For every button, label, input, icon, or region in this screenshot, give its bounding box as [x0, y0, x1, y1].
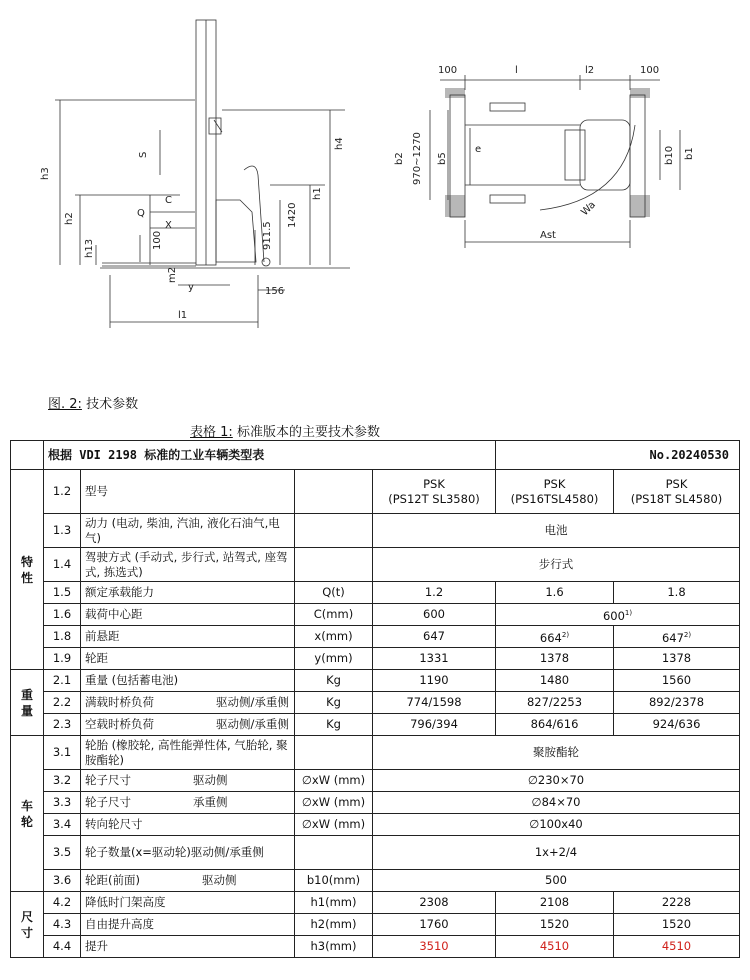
row-unit — [295, 736, 373, 770]
row-value: 1.8 — [614, 582, 740, 604]
row-value: 600 — [373, 604, 496, 626]
row-value: 892/2378 — [614, 692, 740, 714]
row-value: 2228 — [614, 892, 740, 914]
category-wheels: 车轮 — [11, 736, 44, 892]
row-value: ∅84×70 — [373, 792, 740, 814]
row-value: 864/616 — [496, 714, 614, 736]
row-value-highlight: 3510 — [373, 936, 496, 958]
row-unit: Kg — [295, 670, 373, 692]
table-row — [11, 548, 740, 582]
header-number: No.20240530 — [496, 441, 740, 470]
dim-C: C — [165, 195, 172, 206]
table-row — [11, 692, 740, 714]
table-row — [11, 792, 740, 814]
table-row — [11, 604, 740, 626]
dim-Wa: Wa — [579, 199, 599, 219]
row-number: 2.2 — [44, 692, 81, 714]
dim-e: e — [475, 144, 482, 155]
row-label: 转向轮尺寸 — [81, 814, 295, 836]
dim-1420: 1420 — [287, 202, 298, 228]
row-value: 1760 — [373, 914, 496, 936]
figure-caption-text: 技术参数 — [86, 397, 139, 412]
row-value: 1378 — [614, 648, 740, 670]
row-unit — [295, 470, 373, 514]
row-value: 聚胺酯轮 — [373, 736, 740, 770]
table-caption-text: 标准版本的主要技术参数 — [236, 425, 380, 440]
table-caption — [190, 421, 380, 440]
row-number: 1.2 — [44, 470, 81, 514]
dim-h4: h4 — [334, 137, 345, 150]
row-unit: h2(mm) — [295, 914, 373, 936]
dim-b5: b5 — [437, 152, 448, 165]
row-value: 1331 — [373, 648, 496, 670]
row-label: 轮距(前面) 驱动侧 — [81, 870, 295, 892]
category-features: 特性 — [11, 470, 44, 670]
row-value: 647$^{2)}$ — [614, 626, 740, 648]
row-number: 3.4 — [44, 814, 81, 836]
dim-Q: Q — [137, 208, 145, 219]
row-label: 型号 — [81, 470, 295, 514]
table-row — [11, 870, 740, 892]
row-unit: h1(mm) — [295, 892, 373, 914]
dim-h2: h2 — [64, 212, 75, 225]
row-unit: b10(mm) — [295, 870, 373, 892]
row-number: 1.9 — [44, 648, 81, 670]
dim-b2: b2 — [394, 152, 405, 165]
dim-h13: h13 — [84, 238, 95, 258]
row-unit: x(mm) — [295, 626, 373, 648]
header-blank — [11, 441, 44, 470]
row-value: 步行式 — [373, 548, 740, 582]
table-row — [11, 470, 740, 514]
table-row — [11, 648, 740, 670]
row-label: 前悬距 — [81, 626, 295, 648]
table-row — [11, 514, 740, 548]
row-number: 3.1 — [44, 736, 81, 770]
model-2-cell: PSK (PS16TSL4580) — [496, 470, 614, 514]
row-label: 轮距 — [81, 648, 295, 670]
model-1-cell: PSK (PS12T SL3580) — [373, 470, 496, 514]
row-label: 动力 (电动, 柴油, 汽油, 液化石油气,电气) — [81, 514, 295, 548]
dim-h1: h1 — [312, 187, 323, 200]
row-unit — [295, 548, 373, 582]
row-label: 提升 — [81, 936, 295, 958]
row-label: 重量 (包括蓄电池) — [81, 670, 295, 692]
row-number: 3.2 — [44, 770, 81, 792]
table-row — [11, 714, 740, 736]
dim-top-100b: 100 — [640, 65, 660, 76]
dim-911: 911.5 — [262, 221, 273, 250]
row-number: 1.5 — [44, 582, 81, 604]
row-value: 2308 — [373, 892, 496, 914]
row-unit: h3(mm) — [295, 936, 373, 958]
row-value: 924/636 — [614, 714, 740, 736]
dim-Ast: Ast — [540, 230, 556, 241]
figure-caption-prefix: 图. 2: — [48, 397, 82, 412]
row-unit: ∅xW (mm) — [295, 770, 373, 792]
row-unit: Kg — [295, 692, 373, 714]
category-weight: 重量 — [11, 670, 44, 736]
row-label: 降低时门架高度 — [81, 892, 295, 914]
dim-l1: l1 — [178, 310, 188, 321]
row-value-highlight: 4510 — [496, 936, 614, 958]
table-row — [11, 836, 740, 870]
row-value: 827/2253 — [496, 692, 614, 714]
row-value: 1x+2/4 — [373, 836, 740, 870]
row-value: 796/394 — [373, 714, 496, 736]
row-value: 1520 — [496, 914, 614, 936]
row-label: 轮胎 (橡胶轮, 高性能弹性体, 气胎轮, 聚胺酯轮) — [81, 736, 295, 770]
row-unit: ∅xW (mm) — [295, 792, 373, 814]
row-number: 4.4 — [44, 936, 81, 958]
dim-b1: b1 — [684, 147, 695, 160]
row-label: 轮子尺寸 驱动侧 — [81, 770, 295, 792]
row-number: 2.1 — [44, 670, 81, 692]
table-row — [11, 770, 740, 792]
table-row — [11, 582, 740, 604]
dim-top-l2: l2 — [585, 65, 595, 76]
row-value: 2108 — [496, 892, 614, 914]
row-value: ∅230×70 — [373, 770, 740, 792]
dim-S: S — [138, 151, 149, 158]
row-number: 3.6 — [44, 870, 81, 892]
dim-top-l: l — [515, 65, 518, 76]
row-value: 1190 — [373, 670, 496, 692]
row-value: 1560 — [614, 670, 740, 692]
row-number: 1.3 — [44, 514, 81, 548]
row-label: 载荷中心距 — [81, 604, 295, 626]
row-label: 轮子数量(x=驱动轮)驱动侧/承重侧 — [81, 836, 295, 870]
table-header-row — [11, 441, 740, 470]
row-value: 500 — [373, 870, 740, 892]
row-number: 3.3 — [44, 792, 81, 814]
table-row — [11, 892, 740, 914]
dim-y: y — [188, 282, 194, 293]
row-label: 额定承载能力 — [81, 582, 295, 604]
table-row — [11, 670, 740, 692]
row-value-highlight: 4510 — [614, 936, 740, 958]
row-value: 774/1598 — [373, 692, 496, 714]
dim-h3: h3 — [40, 167, 51, 180]
row-number: 2.3 — [44, 714, 81, 736]
row-unit — [295, 836, 373, 870]
row-value: 1480 — [496, 670, 614, 692]
row-value: 电池 — [373, 514, 740, 548]
row-label: 轮子尺寸 承重侧 — [81, 792, 295, 814]
table-row — [11, 814, 740, 836]
row-label: 满载时桥负荷 驱动侧/承重侧 — [81, 692, 295, 714]
row-number: 1.6 — [44, 604, 81, 626]
row-value: ∅100x40 — [373, 814, 740, 836]
table-caption-prefix: 表格 1: — [190, 425, 233, 440]
row-number: 3.5 — [44, 836, 81, 870]
row-value: 1520 — [614, 914, 740, 936]
dim-top-100a: 100 — [438, 65, 458, 76]
row-number: 4.3 — [44, 914, 81, 936]
spec-table — [10, 440, 740, 958]
row-value: 1.6 — [496, 582, 614, 604]
row-number: 1.4 — [44, 548, 81, 582]
dim-range: 970~1270 — [412, 132, 423, 185]
row-unit: y(mm) — [295, 648, 373, 670]
header-title: 根据 VDI 2198 标准的工业车辆类型表 — [44, 441, 496, 470]
table-row — [11, 914, 740, 936]
row-value: 647 — [373, 626, 496, 648]
row-unit — [295, 514, 373, 548]
table-row — [11, 626, 740, 648]
row-value: 600$^{1)}$ — [496, 604, 740, 626]
row-unit: C(mm) — [295, 604, 373, 626]
row-label: 自由提升高度 — [81, 914, 295, 936]
row-value: 664$^{2)}$ — [496, 626, 614, 648]
row-unit: Kg — [295, 714, 373, 736]
model-3-cell: PSK (PS18T SL4580) — [614, 470, 740, 514]
row-label: 空载时桥负荷 驱动侧/承重侧 — [81, 714, 295, 736]
row-value: 1378 — [496, 648, 614, 670]
row-value: 1.2 — [373, 582, 496, 604]
row-unit: Q(t) — [295, 582, 373, 604]
dim-X: X — [165, 220, 172, 231]
table-row — [11, 936, 740, 958]
dim-b10: b10 — [664, 145, 675, 165]
table-row — [11, 736, 740, 770]
dim-100: 100 — [152, 230, 163, 250]
category-dimensions: 尺寸 — [11, 892, 44, 958]
figure-caption — [48, 393, 138, 412]
technical-drawing — [0, 0, 750, 380]
row-number: 1.8 — [44, 626, 81, 648]
row-label: 驾驶方式 (手动式, 步行式, 站驾式, 座驾式, 拣选式) — [81, 548, 295, 582]
dim-m2: m2 — [167, 266, 178, 283]
row-number: 4.2 — [44, 892, 81, 914]
dim-156: 156 — [265, 286, 285, 297]
row-unit: ∅xW (mm) — [295, 814, 373, 836]
